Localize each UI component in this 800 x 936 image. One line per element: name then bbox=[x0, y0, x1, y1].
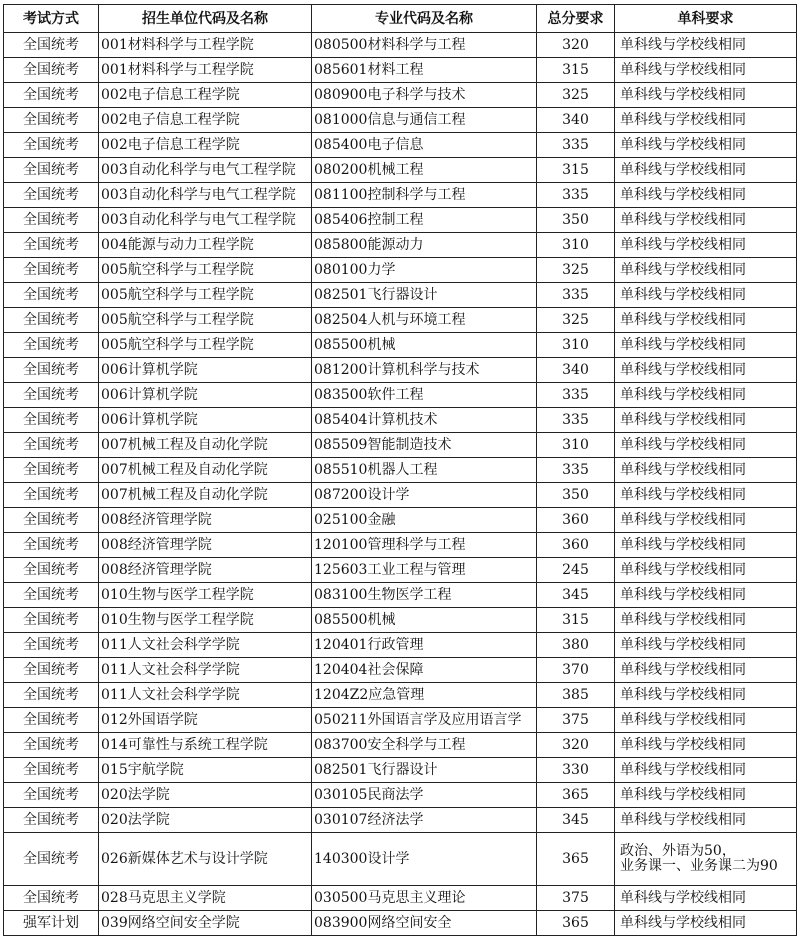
cell-unit: 006计算机学院 bbox=[99, 408, 312, 433]
cell-subject-requirement: 单科线与学校线相同 bbox=[615, 408, 797, 433]
table-row bbox=[4, 308, 797, 333]
cell-total-score: 325 bbox=[537, 258, 615, 283]
cell-major: 025100金融 bbox=[312, 508, 537, 533]
cell-subject-requirement: 单科线与学校线相同 bbox=[615, 608, 797, 633]
cell-unit: 007机械工程及自动化学院 bbox=[99, 458, 312, 483]
cell-unit: 005航空科学与工程学院 bbox=[99, 258, 312, 283]
cell-major: 080100力学 bbox=[312, 258, 537, 283]
table-header bbox=[4, 5, 797, 33]
cell-unit: 008经济管理学院 bbox=[99, 533, 312, 558]
cell-major: 083500软件工程 bbox=[312, 383, 537, 408]
cell-subject-requirement: 单科线与学校线相同 bbox=[615, 508, 797, 533]
cell-total-score: 315 bbox=[537, 58, 615, 83]
cell-exam-method: 全国统考 bbox=[4, 533, 99, 558]
cell-exam-method: 全国统考 bbox=[4, 158, 99, 183]
table-row bbox=[4, 358, 797, 383]
cell-exam-method: 全国统考 bbox=[4, 408, 99, 433]
cell-unit: 003自动化科学与电气工程学院 bbox=[99, 208, 312, 233]
table-row bbox=[4, 333, 797, 358]
cell-total-score: 335 bbox=[537, 283, 615, 308]
cell-total-score: 350 bbox=[537, 483, 615, 508]
cell-subject-requirement: 单科线与学校线相同 bbox=[615, 58, 797, 83]
cell-unit: 010生物与医学工程学院 bbox=[99, 583, 312, 608]
header-total-score: 总分要求 bbox=[537, 5, 615, 33]
cell-unit: 008经济管理学院 bbox=[99, 558, 312, 583]
cell-exam-method: 全国统考 bbox=[4, 283, 99, 308]
cell-major: 083100生物医学工程 bbox=[312, 583, 537, 608]
cell-total-score: 360 bbox=[537, 533, 615, 558]
cell-unit: 006计算机学院 bbox=[99, 358, 312, 383]
cell-unit: 002电子信息工程学院 bbox=[99, 108, 312, 133]
cell-unit: 011人文社会科学学院 bbox=[99, 658, 312, 683]
cell-major: 085509智能制造技术 bbox=[312, 433, 537, 458]
cell-total-score: 365 bbox=[537, 911, 615, 936]
cell-unit: 003自动化科学与电气工程学院 bbox=[99, 183, 312, 208]
cell-total-score: 340 bbox=[537, 108, 615, 133]
cell-major: 081100控制科学与工程 bbox=[312, 183, 537, 208]
cell-total-score: 245 bbox=[537, 558, 615, 583]
cell-subject-requirement: 单科线与学校线相同 bbox=[615, 458, 797, 483]
cell-major: 085800能源动力 bbox=[312, 233, 537, 258]
cell-exam-method: 全国统考 bbox=[4, 33, 99, 58]
cell-total-score: 345 bbox=[537, 808, 615, 833]
table-row bbox=[4, 633, 797, 658]
table-row bbox=[4, 283, 797, 308]
cell-subject-requirement: 单科线与学校线相同 bbox=[615, 33, 797, 58]
table-row bbox=[4, 483, 797, 508]
cell-major: 030105民商法学 bbox=[312, 783, 537, 808]
cell-total-score: 310 bbox=[537, 233, 615, 258]
cell-major: 085500机械 bbox=[312, 333, 537, 358]
cell-major: 087200设计学 bbox=[312, 483, 537, 508]
cell-total-score: 365 bbox=[537, 833, 615, 886]
cell-subject-requirement: 单科线与学校线相同 bbox=[615, 283, 797, 308]
cell-subject-requirement: 单科线与学校线相同 bbox=[615, 133, 797, 158]
table-row bbox=[4, 383, 797, 408]
cell-total-score: 325 bbox=[537, 83, 615, 108]
cell-unit: 004能源与动力工程学院 bbox=[99, 233, 312, 258]
cell-unit: 001材料科学与工程学院 bbox=[99, 33, 312, 58]
table-row bbox=[4, 758, 797, 783]
header-row bbox=[4, 5, 797, 33]
cell-subject-requirement: 单科线与学校线相同 bbox=[615, 658, 797, 683]
cell-subject-requirement: 单科线与学校线相同 bbox=[615, 533, 797, 558]
cell-total-score: 320 bbox=[537, 733, 615, 758]
cell-unit: 020法学院 bbox=[99, 808, 312, 833]
cell-subject-requirement: 单科线与学校线相同 bbox=[615, 108, 797, 133]
cell-exam-method: 全国统考 bbox=[4, 183, 99, 208]
cell-exam-method: 强军计划 bbox=[4, 911, 99, 936]
cell-major: 085500机械 bbox=[312, 608, 537, 633]
table-row bbox=[4, 433, 797, 458]
cell-exam-method: 全国统考 bbox=[4, 308, 99, 333]
table-row bbox=[4, 808, 797, 833]
cell-total-score: 335 bbox=[537, 183, 615, 208]
cell-unit: 007机械工程及自动化学院 bbox=[99, 433, 312, 458]
cell-total-score: 315 bbox=[537, 158, 615, 183]
cell-total-score: 315 bbox=[537, 608, 615, 633]
cell-major: 080900电子科学与技术 bbox=[312, 83, 537, 108]
cell-subject-requirement: 单科线与学校线相同 bbox=[615, 783, 797, 808]
cell-subject-requirement: 单科线与学校线相同 bbox=[615, 383, 797, 408]
cell-exam-method: 全国统考 bbox=[4, 708, 99, 733]
cell-unit: 005航空科学与工程学院 bbox=[99, 333, 312, 358]
cell-unit: 011人文社会科学学院 bbox=[99, 683, 312, 708]
cell-major: 081200计算机科学与技术 bbox=[312, 358, 537, 383]
cell-total-score: 345 bbox=[537, 583, 615, 608]
admission-score-table bbox=[3, 4, 797, 936]
cell-exam-method: 全国统考 bbox=[4, 58, 99, 83]
cell-exam-method: 全国统考 bbox=[4, 886, 99, 911]
cell-exam-method: 全国统考 bbox=[4, 358, 99, 383]
cell-exam-method: 全国统考 bbox=[4, 233, 99, 258]
cell-unit: 012外国语学院 bbox=[99, 708, 312, 733]
cell-exam-method: 全国统考 bbox=[4, 508, 99, 533]
cell-total-score: 330 bbox=[537, 758, 615, 783]
cell-subject-requirement: 单科线与学校线相同 bbox=[615, 358, 797, 383]
cell-subject-requirement: 单科线与学校线相同 bbox=[615, 233, 797, 258]
cell-unit: 014可靠性与系统工程学院 bbox=[99, 733, 312, 758]
table-row bbox=[4, 458, 797, 483]
cell-unit: 028马克思主义学院 bbox=[99, 886, 312, 911]
cell-exam-method: 全国统考 bbox=[4, 83, 99, 108]
cell-major: 083700安全科学与工程 bbox=[312, 733, 537, 758]
cell-unit: 026新媒体艺术与设计学院 bbox=[99, 833, 312, 886]
cell-subject-requirement: 单科线与学校线相同 bbox=[615, 258, 797, 283]
cell-subject-requirement: 单科线与学校线相同 bbox=[615, 886, 797, 911]
table-row bbox=[4, 608, 797, 633]
cell-subject-requirement: 单科线与学校线相同 bbox=[615, 433, 797, 458]
cell-unit: 001材料科学与工程学院 bbox=[99, 58, 312, 83]
table-row bbox=[4, 58, 797, 83]
cell-exam-method: 全国统考 bbox=[4, 608, 99, 633]
table-row bbox=[4, 508, 797, 533]
cell-subject-requirement: 单科线与学校线相同 bbox=[615, 808, 797, 833]
cell-subject-requirement: 单科线与学校线相同 bbox=[615, 911, 797, 936]
cell-unit: 003自动化科学与电气工程学院 bbox=[99, 158, 312, 183]
cell-exam-method: 全国统考 bbox=[4, 683, 99, 708]
table-row bbox=[4, 258, 797, 283]
cell-exam-method: 全国统考 bbox=[4, 833, 99, 886]
cell-exam-method: 全国统考 bbox=[4, 108, 99, 133]
cell-subject-requirement: 单科线与学校线相同 bbox=[615, 683, 797, 708]
cell-exam-method: 全国统考 bbox=[4, 258, 99, 283]
requirement-line: 政治、外语为50， bbox=[620, 843, 736, 859]
table-row bbox=[4, 833, 797, 886]
cell-major: 030107经济法学 bbox=[312, 808, 537, 833]
cell-major: 080500材料科学与工程 bbox=[312, 33, 537, 58]
table-row bbox=[4, 558, 797, 583]
cell-subject-requirement: 单科线与学校线相同 bbox=[615, 758, 797, 783]
table-row bbox=[4, 83, 797, 108]
table-body bbox=[4, 33, 797, 936]
table-row bbox=[4, 158, 797, 183]
cell-subject-requirement: 单科线与学校线相同 bbox=[615, 208, 797, 233]
cell-major: 125603工业工程与管理 bbox=[312, 558, 537, 583]
cell-major: 120100管理科学与工程 bbox=[312, 533, 537, 558]
cell-subject-requirement: 单科线与学校线相同 bbox=[615, 483, 797, 508]
table-row bbox=[4, 733, 797, 758]
cell-exam-method: 全国统考 bbox=[4, 208, 99, 233]
cell-exam-method: 全国统考 bbox=[4, 758, 99, 783]
cell-exam-method: 全国统考 bbox=[4, 783, 99, 808]
cell-exam-method: 全国统考 bbox=[4, 458, 99, 483]
cell-major: 085404计算机技术 bbox=[312, 408, 537, 433]
cell-unit: 002电子信息工程学院 bbox=[99, 133, 312, 158]
cell-total-score: 375 bbox=[537, 708, 615, 733]
cell-major: 120401行政管理 bbox=[312, 633, 537, 658]
cell-exam-method: 全国统考 bbox=[4, 558, 99, 583]
cell-major: 140300设计学 bbox=[312, 833, 537, 886]
cell-unit: 005航空科学与工程学院 bbox=[99, 308, 312, 333]
table-row bbox=[4, 533, 797, 558]
cell-major: 085601材料工程 bbox=[312, 58, 537, 83]
cell-exam-method: 全国统考 bbox=[4, 583, 99, 608]
table-row bbox=[4, 583, 797, 608]
table-row bbox=[4, 886, 797, 911]
header-unit: 招生单位代码及名称 bbox=[99, 5, 312, 33]
table-row bbox=[4, 233, 797, 258]
cell-major: 085406控制工程 bbox=[312, 208, 537, 233]
table-row bbox=[4, 408, 797, 433]
admission-score-table-container bbox=[3, 4, 797, 936]
cell-unit: 002电子信息工程学院 bbox=[99, 83, 312, 108]
cell-major: 082501飞行器设计 bbox=[312, 283, 537, 308]
cell-exam-method: 全国统考 bbox=[4, 333, 99, 358]
cell-subject-requirement bbox=[615, 833, 797, 886]
cell-unit: 039网络空间安全学院 bbox=[99, 911, 312, 936]
cell-major: 1204Z2应急管理 bbox=[312, 683, 537, 708]
cell-major: 050211外国语言学及应用语言学 bbox=[312, 708, 537, 733]
cell-total-score: 310 bbox=[537, 333, 615, 358]
cell-total-score: 370 bbox=[537, 658, 615, 683]
cell-subject-requirement: 单科线与学校线相同 bbox=[615, 308, 797, 333]
cell-major: 082504人机与环境工程 bbox=[312, 308, 537, 333]
cell-total-score: 365 bbox=[537, 783, 615, 808]
cell-unit: 008经济管理学院 bbox=[99, 508, 312, 533]
cell-major: 120404社会保障 bbox=[312, 658, 537, 683]
cell-subject-requirement: 单科线与学校线相同 bbox=[615, 558, 797, 583]
cell-unit: 007机械工程及自动化学院 bbox=[99, 483, 312, 508]
cell-subject-requirement: 单科线与学校线相同 bbox=[615, 83, 797, 108]
cell-total-score: 350 bbox=[537, 208, 615, 233]
cell-total-score: 320 bbox=[537, 33, 615, 58]
cell-major: 085510机器人工程 bbox=[312, 458, 537, 483]
cell-total-score: 335 bbox=[537, 133, 615, 158]
header-major: 专业代码及名称 bbox=[312, 5, 537, 33]
cell-subject-requirement: 单科线与学校线相同 bbox=[615, 708, 797, 733]
cell-subject-requirement: 单科线与学校线相同 bbox=[615, 333, 797, 358]
table-row bbox=[4, 33, 797, 58]
cell-major: 080200机械工程 bbox=[312, 158, 537, 183]
cell-major: 083900网络空间安全 bbox=[312, 911, 537, 936]
cell-total-score: 385 bbox=[537, 683, 615, 708]
table-row bbox=[4, 708, 797, 733]
cell-total-score: 335 bbox=[537, 458, 615, 483]
cell-total-score: 335 bbox=[537, 408, 615, 433]
cell-exam-method: 全国统考 bbox=[4, 808, 99, 833]
cell-subject-requirement: 单科线与学校线相同 bbox=[615, 583, 797, 608]
cell-unit: 006计算机学院 bbox=[99, 383, 312, 408]
header-exam-method: 考试方式 bbox=[4, 5, 99, 33]
requirement-line: 业务课一、业务课二为90 bbox=[620, 858, 778, 874]
cell-subject-requirement: 单科线与学校线相同 bbox=[615, 183, 797, 208]
cell-major: 085400电子信息 bbox=[312, 133, 537, 158]
cell-unit: 010生物与医学工程学院 bbox=[99, 608, 312, 633]
cell-subject-requirement: 单科线与学校线相同 bbox=[615, 633, 797, 658]
cell-total-score: 375 bbox=[537, 886, 615, 911]
cell-total-score: 325 bbox=[537, 308, 615, 333]
table-row bbox=[4, 658, 797, 683]
header-subject-requirement: 单科要求 bbox=[615, 5, 797, 33]
cell-total-score: 380 bbox=[537, 633, 615, 658]
table-row bbox=[4, 783, 797, 808]
cell-exam-method: 全国统考 bbox=[4, 733, 99, 758]
cell-exam-method: 全国统考 bbox=[4, 633, 99, 658]
table-row bbox=[4, 108, 797, 133]
cell-major: 030500马克思主义理论 bbox=[312, 886, 537, 911]
cell-total-score: 335 bbox=[537, 383, 615, 408]
cell-total-score: 310 bbox=[537, 433, 615, 458]
table-row bbox=[4, 911, 797, 936]
cell-unit: 005航空科学与工程学院 bbox=[99, 283, 312, 308]
cell-exam-method: 全国统考 bbox=[4, 433, 99, 458]
cell-unit: 020法学院 bbox=[99, 783, 312, 808]
cell-unit: 015宇航学院 bbox=[99, 758, 312, 783]
cell-total-score: 360 bbox=[537, 508, 615, 533]
cell-exam-method: 全国统考 bbox=[4, 133, 99, 158]
cell-major: 081000信息与通信工程 bbox=[312, 108, 537, 133]
table-row bbox=[4, 183, 797, 208]
table-row bbox=[4, 208, 797, 233]
cell-major: 082501飞行器设计 bbox=[312, 758, 537, 783]
cell-subject-requirement: 单科线与学校线相同 bbox=[615, 733, 797, 758]
table-row bbox=[4, 683, 797, 708]
cell-exam-method: 全国统考 bbox=[4, 383, 99, 408]
cell-exam-method: 全国统考 bbox=[4, 483, 99, 508]
cell-exam-method: 全国统考 bbox=[4, 658, 99, 683]
cell-subject-requirement: 单科线与学校线相同 bbox=[615, 158, 797, 183]
table-row bbox=[4, 133, 797, 158]
cell-unit: 011人文社会科学学院 bbox=[99, 633, 312, 658]
cell-total-score: 340 bbox=[537, 358, 615, 383]
